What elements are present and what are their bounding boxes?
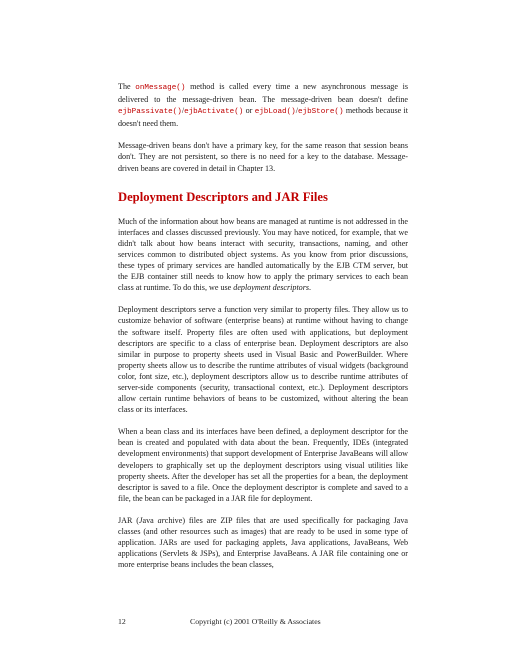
code-ejbload: ejbLoad() [254,108,296,117]
code-ejbactivate: ejbActivate() [184,108,244,117]
code-onmessage: onMessage() [135,84,186,92]
paragraph-property-files: Deployment descriptors serve a function very similar to property files. They allow us to customize behavior of software (enterprise beans) at runtime without having to change the software itself. Property files are often used with applications, but deployment descriptors are specific to a class of enterprise bean. Deployment descriptors are also similar in purpose to property sheets used in Visual Basic and PowerBuilder. Where property sheets allow us to describe the runtime attributes of visual widgets (background color, font size, etc.), deployment descriptors allow us to describe runtime attributes of server-side components (security, transactional context, etc.). Deployment descriptors allow certain runtime behaviors of beans to be customized, without altering the bean class or its interfaces. [118,305,408,415]
text: or [243,106,255,116]
text: / [181,106,185,116]
text: / [295,106,298,116]
emphasis: J [138,515,143,525]
paragraph-jar-files [118,515,408,570]
text: . [309,283,312,293]
emphasis-deployment-descriptors: deployment descriptors [233,283,310,293]
text: ava [142,515,158,525]
text: The [118,82,136,91]
code-ejbstore: ejbStore() [297,108,344,117]
paragraph-deployment-process: When a bean class and its interfaces have been defined, a deployment descriptor for the bean is created and populated with data about the bean. Frequently, IDEs (integrated development environments) that support development of Enterprise JavaBeans will allow developers to graphically set up the deployment descriptors using visual utilities like property sheets. After the developer has set all the properties for a bean, the deployment descriptor is saved to a file. Once the deployment descriptor is complete and saved to a file, the bean can be packaged in a JAR file for deployment. [118,427,408,503]
body-text [118,81,408,581]
text: method is called every time a new asynchronous message is delivered to the message-driven bean. The message-driven bean doesn't define [118,82,409,105]
emphasis: ar [157,515,165,525]
text: chive) files are ZIP files that are used specifically for packaging Java classes (and other resources such as images) that are ready to be used in some type of application. JARs are used for packaging applets, Java applications, JavaBeans, Web applications (Servlets & JSPs), and Enterprise JavaBeans. A JAR file containing one or more enterprise beans includes the bean classes, [118,515,408,570]
section-heading: Deployment Descriptors and JAR Files [118,189,328,204]
code-ejbpassivate: ejbPassivate() [118,108,182,117]
page-number: 12 [118,617,126,626]
copyright-notice: Copyright (c) 2001 O'Reilly & Associates [190,617,321,626]
paragraph-primary-key: Message-driven beans don't have a primary key, for the same reason that session beans don't. They are not persistent, so there is no need for a key to the database. Message-driven beans are covered in detail in Chapter 13. [118,141,408,173]
paragraph-runtime-info [118,216,408,294]
text: Much of the information about how beans are managed at runtime is not addressed in the interfaces and classes discussed previously. You may have noticed, for example, that we didn't talk about how beans interact with security, transactions, naming, and other services common to distributed object systems. As you know from prior discussions, these types of primary services are handled automatically by the EJB CTM server, but the EJB container still needs to know how to apply the primary services to each bean class at runtime. To do this, we use [118,216,408,293]
text: JAR ( [118,515,139,525]
text: methods because it doesn't need them. [118,106,409,129]
paragraph-onmessage [118,81,408,129]
